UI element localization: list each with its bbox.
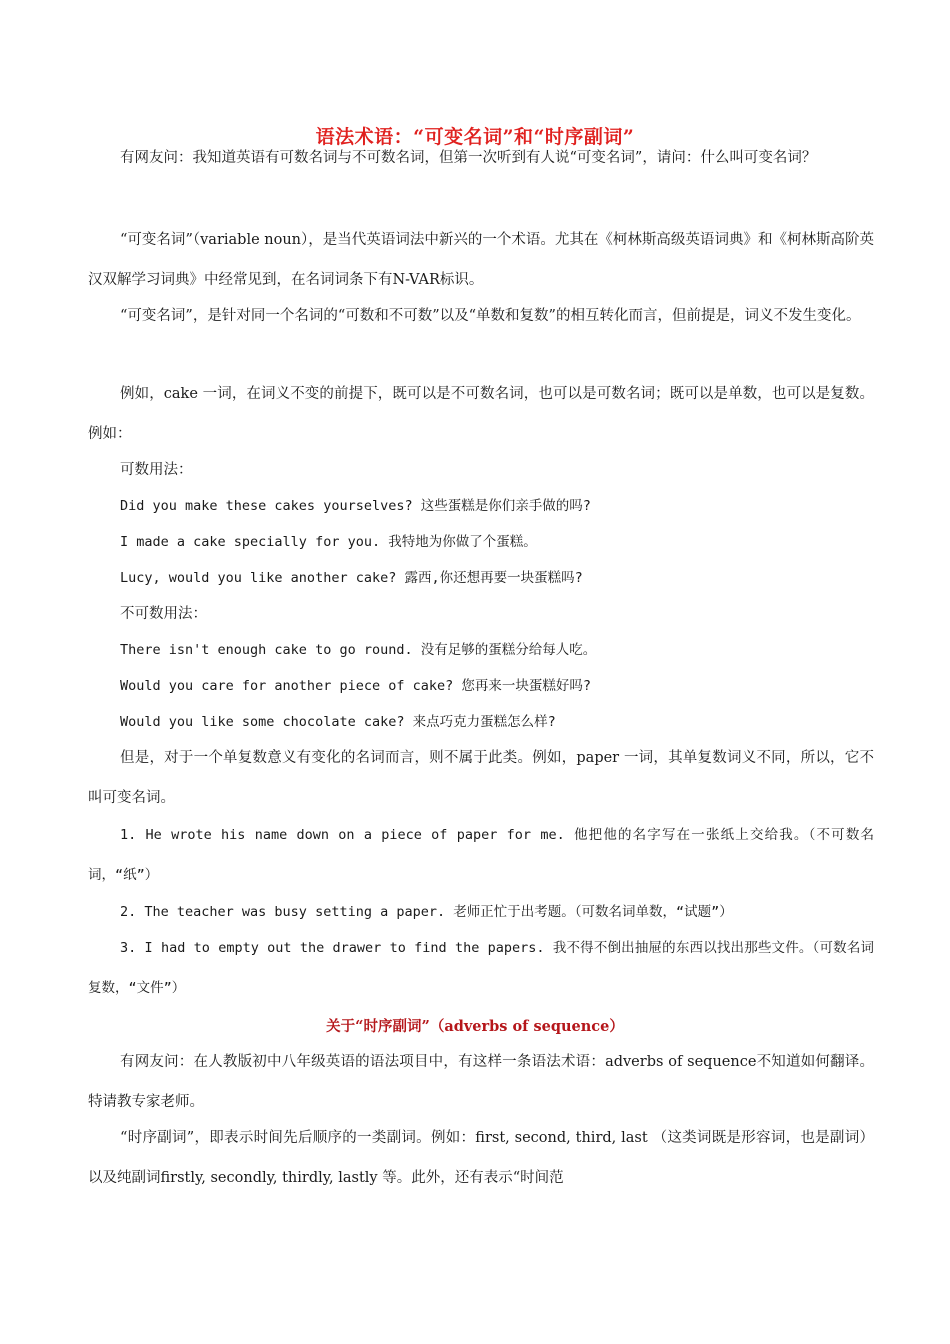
numbered-example: 2. The teacher was busy setting a paper. 老师正忙于出考题。（可数名词单数，“试题”） [120,904,733,920]
example-sentence: Lucy, would you like another cake? 露西,你还想再要一块蛋糕吗? [120,570,583,586]
paragraph-cake-example: 例如，cake 一词，在词义不变的前提下，既可以是不可数名词，也可以是可数名词；既可以是单数，也可以是复数。例如： [88,386,874,442]
countable-usage-label: 可数用法： [120,462,193,478]
paragraph-explanation: “可变名词”，是针对同一个名词的“可数和不可数”以及“单数和复数”的相互转化而言，但前提是，词义不发生变化。 [120,308,861,324]
numbered-example: 1. He wrote his name down on a piece of paper for me. 他把他的名字写在一张纸上交给我。（不可数名词，“纸”） [88,827,874,883]
paragraph-paper-exception: 但是，对于一个单复数意义有变化的名词而言，则不属于此类。例如，paper 一词，其单复数词义不同，所以，它不叫可变名词。 [88,750,874,806]
uncountable-usage-label: 不可数用法： [120,606,207,622]
paragraph-question: 有网友问：我知道英语有可数名词与不可数名词，但第一次听到有人说“可变名词”，请问：什么叫可变名词？ [120,150,817,166]
example-sentence: Would you care for another piece of cake? 您再来一块蛋糕好吗? [120,678,591,694]
example-sentence: There isn't enough cake to go round. 没有足够的蛋糕分给每人吃。 [120,642,597,658]
example-sentence: I made a cake specially for you. 我特地为你做了个蛋糕。 [120,534,537,550]
paragraph-sequence-adverbs: “时序副词”，即表示时间先后顺序的一类副词。例如：first, second, third, last （这类词既是形容词，也是副词）以及纯副词firstly, secondly, thirdly, lastly 等。此外，还有表示“时间范 [88,1130,874,1186]
example-sentence: Would you like some chocolate cake? 来点巧克力蛋糕怎么样? [120,714,556,730]
document-title: 语法术语：“可变名词”和“时序副词” [315,126,635,148]
paragraph-definition: “可变名词”（variable noun），是当代英语词法中新兴的一个术语。尤其在《柯林斯高级英语词典》和《柯林斯高阶英汉双解学习词典》中经常见到，在名词词条下有N-VAR标识。 [88,232,874,288]
paragraph-question-2: 有网友问：在人教版初中八年级英语的语法项目中，有这样一条语法术语：adverbs of sequence不知道如何翻译。特请教专家老师。 [88,1054,874,1110]
numbered-example: 3. I had to empty out the drawer to find the papers. 我不得不倒出抽屉的东西以找出那些文件。（可数名词复数，“文件”） [88,940,874,996]
example-sentence: Did you make these cakes yourselves? 这些蛋糕是你们亲手做的吗? [120,498,591,514]
section-title: 关于“时序副词”（adverbs of sequence） [326,1018,624,1035]
